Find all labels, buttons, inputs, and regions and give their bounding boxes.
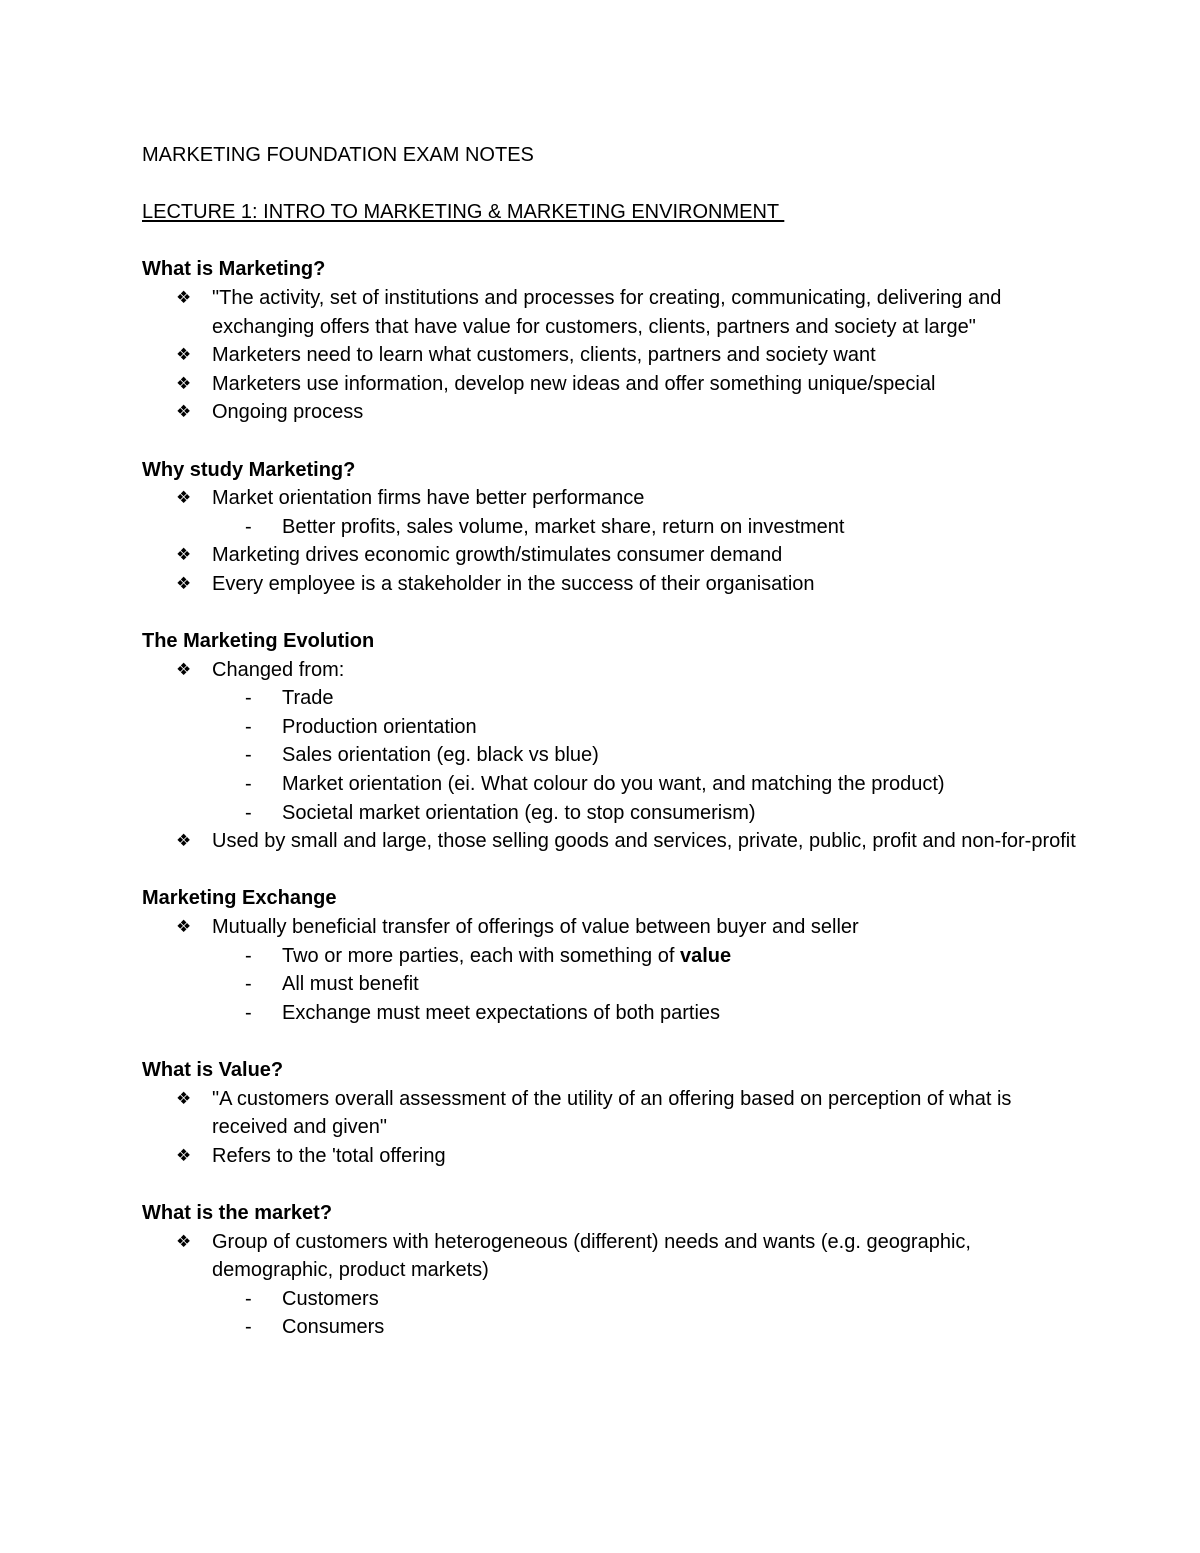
bullet-text: Marketers need to learn what customers, clients, partners and society want <box>212 344 876 367</box>
spacer <box>142 227 1082 256</box>
sub-item-text: Societal market orientation (eg. to stop consumerism) <box>282 801 756 824</box>
sub-item <box>212 513 1082 542</box>
bullet-text: Group of customers with heterogeneous (different) needs and wants (e.g. geographic, demographic, product markets) <box>212 1230 971 1282</box>
bullet-item <box>142 484 1082 541</box>
sub-item <box>212 1285 1082 1314</box>
spacer <box>142 856 1082 885</box>
sub-list <box>212 1285 1082 1342</box>
diamond-bullet-icon: ❖ <box>176 1088 192 1109</box>
bullet-list <box>142 284 1082 427</box>
sub-item-text: Customers <box>282 1287 379 1310</box>
sub-item <box>212 999 1082 1028</box>
sub-item-text: Production orientation <box>282 715 477 738</box>
diamond-bullet-icon: ❖ <box>176 1145 192 1166</box>
bullet-item <box>142 1142 1082 1171</box>
sub-item-text: Two or more parties, each with something of <box>282 944 680 967</box>
sub-item-text: All must benefit <box>282 973 419 996</box>
dash-marker: - <box>245 715 252 738</box>
dash-marker: - <box>245 744 252 767</box>
dash-marker: - <box>245 1287 252 1310</box>
dash-marker: - <box>245 944 252 967</box>
section-heading: What is the market? <box>142 1201 333 1224</box>
spacer <box>142 170 1082 199</box>
diamond-bullet-icon: ❖ <box>176 545 192 566</box>
diamond-bullet-icon: ❖ <box>176 345 192 366</box>
sub-item <box>212 770 1082 799</box>
bullet-list <box>142 656 1082 856</box>
bullet-text: Mutually beneficial transfer of offerings of value between buyer and seller <box>212 916 859 939</box>
bullet-item <box>142 541 1082 570</box>
sub-item-text: Market orientation (ei. What colour do you want, and matching the product) <box>282 773 945 796</box>
spacer <box>142 1170 1082 1199</box>
diamond-bullet-icon: ❖ <box>176 402 192 423</box>
bullet-list <box>142 1085 1082 1171</box>
dash-marker: - <box>245 687 252 710</box>
bullet-text: Changed from: <box>212 658 345 681</box>
dash-marker: - <box>245 973 252 996</box>
section-heading: Marketing Exchange <box>142 887 337 910</box>
sub-item <box>212 799 1082 828</box>
diamond-bullet-icon: ❖ <box>176 287 192 308</box>
bullet-list <box>142 913 1082 1027</box>
dash-marker: - <box>245 773 252 796</box>
bullet-item <box>142 827 1082 856</box>
sub-item-text: Consumers <box>282 1316 385 1339</box>
bullet-item <box>142 1085 1082 1142</box>
diamond-bullet-icon: ❖ <box>176 1231 192 1252</box>
diamond-bullet-icon: ❖ <box>176 659 192 680</box>
emphasis-text: value <box>679 944 732 967</box>
dash-marker: - <box>245 1001 252 1024</box>
sub-item <box>212 713 1082 742</box>
spacer <box>142 599 1082 628</box>
section-heading: What is Value? <box>142 1059 284 1081</box>
bullet-item <box>142 913 1082 1027</box>
bullet-text: Ongoing process <box>212 401 364 424</box>
bullet-item <box>142 284 1082 341</box>
section-heading: Why study Marketing? <box>142 458 356 481</box>
document-title: MARKETING FOUNDATION EXAM NOTES <box>142 144 534 166</box>
bullet-item <box>142 1228 1082 1342</box>
sub-item-text: Better profits, sales volume, market share, return on investment <box>282 515 845 538</box>
bullet-text: Every employee is a stakeholder in the success of their organisation <box>212 572 815 595</box>
bullet-text: Marketing drives economic growth/stimulates consumer demand <box>212 544 783 567</box>
sub-item <box>212 970 1082 999</box>
spacer <box>142 1027 1082 1056</box>
bullet-item <box>142 656 1082 828</box>
bullet-item <box>142 370 1082 399</box>
bullet-text: "A customers overall assessment of the utility of an offering based on perception of what is received and given" <box>212 1087 1012 1139</box>
diamond-bullet-icon: ❖ <box>176 917 192 938</box>
bullet-list <box>142 484 1082 598</box>
section-heading: The Marketing Evolution <box>142 630 375 653</box>
sub-item-text: Trade <box>282 687 334 710</box>
bullet-text: Market orientation firms have better performance <box>212 487 645 510</box>
sub-item <box>212 741 1082 770</box>
spacer <box>142 427 1082 456</box>
bullet-list <box>142 1228 1082 1342</box>
dash-marker: - <box>245 801 252 824</box>
bullet-text: Marketers use information, develop new ideas and offer something unique/special <box>212 372 936 395</box>
sub-list <box>212 684 1082 827</box>
diamond-bullet-icon: ❖ <box>176 831 192 852</box>
sub-list <box>212 513 1082 542</box>
section-heading: What is Marketing? <box>142 258 326 281</box>
sub-item-text: Sales orientation (eg. black vs blue) <box>282 744 599 767</box>
bullet-item <box>142 398 1082 427</box>
diamond-bullet-icon: ❖ <box>176 373 192 394</box>
sub-item <box>212 1313 1082 1342</box>
sub-list <box>212 942 1082 1028</box>
sub-item <box>212 684 1082 713</box>
bullet-item <box>142 570 1082 599</box>
sub-item <box>212 942 1082 971</box>
dash-marker: - <box>245 515 252 538</box>
bullet-text: "The activity, set of institutions and processes for creating, communicating, delivering and exchanging offers that have value for customers, clients, partners and society at large" <box>212 286 1002 338</box>
document-page <box>142 141 1082 1342</box>
dash-marker: - <box>245 1316 252 1339</box>
bullet-item <box>142 341 1082 370</box>
bullet-text: Used by small and large, those selling goods and services, private, public, profit and non-for-profit <box>212 830 1076 853</box>
diamond-bullet-icon: ❖ <box>176 488 192 509</box>
lecture-heading: LECTURE 1: INTRO TO MARKETING & MARKETING ENVIRONMENT <box>142 201 785 224</box>
diamond-bullet-icon: ❖ <box>176 573 192 594</box>
notes-body <box>142 255 1082 1342</box>
sub-item-text: Exchange must meet expectations of both parties <box>282 1001 721 1024</box>
bullet-text: Refers to the 'total offering <box>212 1144 446 1167</box>
